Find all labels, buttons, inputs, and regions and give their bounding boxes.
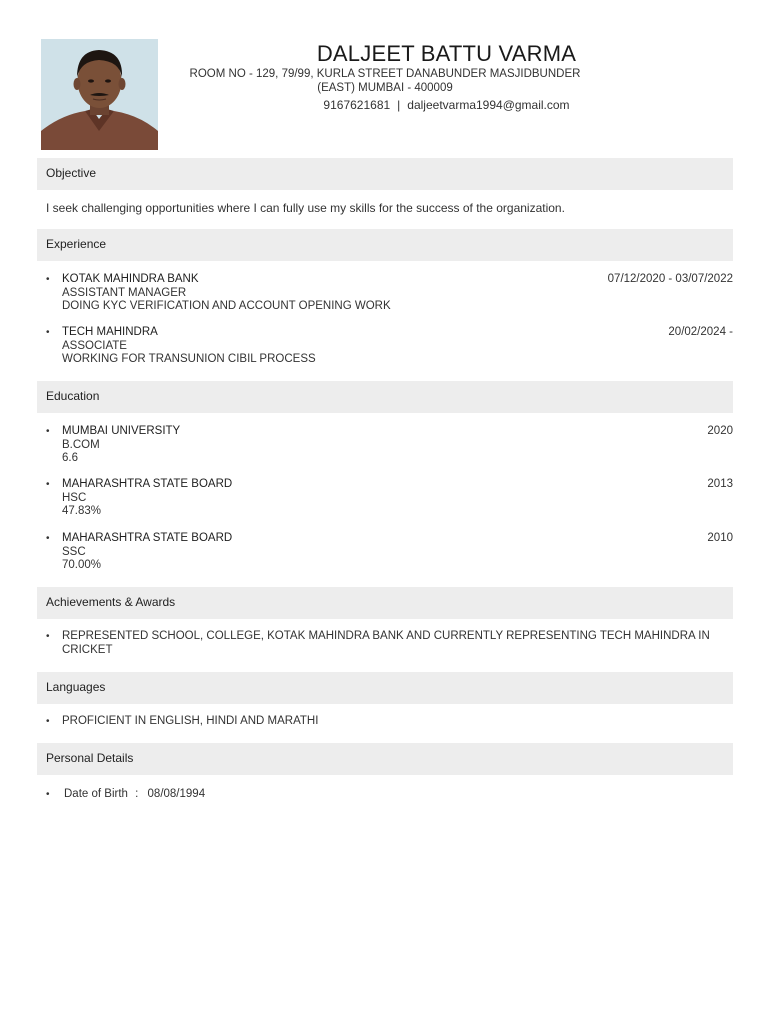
education-year: 2020 <box>707 425 733 437</box>
bullet: • <box>46 631 50 642</box>
personal-detail-item <box>46 788 733 802</box>
experience-organization: KOTAK MAHINDRA BANK <box>62 273 199 285</box>
address-line-1: ROOM NO - 129, 79/99, KURLA STREET DANABUNDER MASJIDBUNDER <box>189 68 581 80</box>
experience-description: DOING KYC VERIFICATION AND ACCOUNT OPENING WORK <box>62 300 391 312</box>
education-score: 47.83% <box>62 505 102 517</box>
bullet: • <box>46 426 50 437</box>
education-year: 2010 <box>707 532 733 544</box>
experience-item <box>46 326 733 367</box>
education-degree: HSC <box>62 491 87 504</box>
bullet: • <box>46 716 50 727</box>
education-item <box>46 532 733 573</box>
address <box>170 68 600 95</box>
education-year: 2013 <box>707 478 733 490</box>
contact-line <box>160 98 733 112</box>
dob-value: 08/08/1994 <box>147 788 206 800</box>
bullet: • <box>46 533 50 544</box>
dob-colon: : <box>135 788 139 800</box>
experience-description: WORKING FOR TRANSUNION CIBIL PROCESS <box>62 353 316 365</box>
objective-text: I seek challenging opportunities where I can fully use my skills for the success of the organization. <box>46 201 565 215</box>
bullet: • <box>46 479 50 490</box>
address-line-2: (EAST) MUMBAI - 400009 <box>317 81 453 94</box>
bullet: • <box>46 327 50 338</box>
education-degree: B.COM <box>62 438 100 451</box>
person-portrait-icon <box>41 39 158 150</box>
education-item <box>46 478 733 519</box>
language-text: PROFICIENT IN ENGLISH, HINDI AND MARATHI <box>62 715 319 727</box>
education-item <box>46 425 733 466</box>
candidate-name: DALJEET BATTU VARMA <box>316 41 577 66</box>
education-score: 70.00% <box>62 559 102 571</box>
section-heading-experience: Experience <box>37 229 733 261</box>
bullet: • <box>46 789 50 800</box>
experience-item <box>46 273 733 314</box>
education-degree: SSC <box>62 545 86 558</box>
education-institution: MAHARASHTRA STATE BOARD <box>62 532 233 544</box>
experience-dates: 20/02/2024 - <box>668 326 733 338</box>
experience-organization: TECH MAHINDRA <box>62 326 158 338</box>
contact-separator: | <box>397 98 401 112</box>
section-heading-languages: Languages <box>37 672 733 704</box>
profile-photo <box>41 39 158 150</box>
section-heading-achievements: Achievements & Awards <box>37 587 733 619</box>
achievement-item <box>46 630 733 657</box>
experience-role: ASSOCIATE <box>62 339 127 352</box>
dob-label: Date of Birth <box>64 788 128 800</box>
section-heading-objective: Objective <box>37 158 733 190</box>
section-heading-personal-details: Personal Details <box>37 743 733 775</box>
language-item <box>46 715 733 729</box>
experience-dates: 07/12/2020 - 03/07/2022 <box>607 273 733 285</box>
education-institution: MAHARASHTRA STATE BOARD <box>62 478 233 490</box>
achievement-text: REPRESENTED SCHOOL, COLLEGE, KOTAK MAHINDRA BANK AND CURRENTLY REPRESENTING TECH MAHINDRA IN CRICKET <box>62 630 710 656</box>
education-score: 6.6 <box>62 452 78 464</box>
bullet: • <box>46 274 50 285</box>
email-address: daljeetvarma1994@gmail.com <box>407 98 570 112</box>
phone-number: 9167621681 <box>323 98 391 112</box>
experience-role: ASSISTANT MANAGER <box>62 286 187 299</box>
education-institution: MUMBAI UNIVERSITY <box>62 425 181 437</box>
section-heading-education: Education <box>37 381 733 413</box>
